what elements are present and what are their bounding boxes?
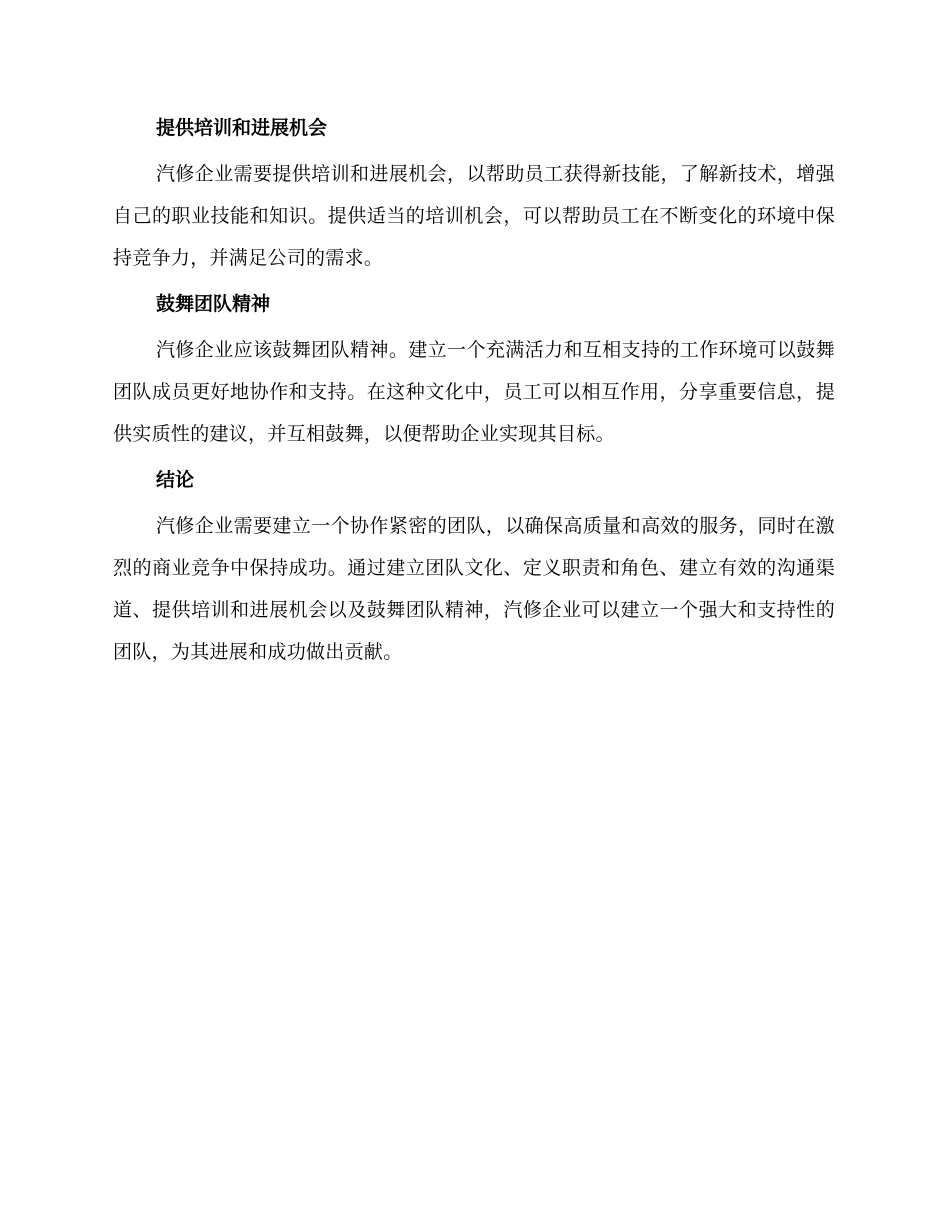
section-heading-conclusion: 结论	[156, 469, 195, 491]
section-body-team-spirit: 汽修企业应该鼓舞团队精神。建立一个充满活力和互相支持的工作环境可以鼓舞团队成员更好地协作和支持。在这种文化中，员工可以相互作用，分享重要信息，提供实质性的建议，并互相鼓舞，以便帮助企业实现其目标。	[113, 339, 835, 445]
section-heading-training: 提供培训和进展机会	[156, 117, 328, 139]
section-body-conclusion: 汽修企业需要建立一个协作紧密的团队，以确保高质量和高效的服务，同时在激烈的商业竞争中保持成功。通过建立团队文化、定义职责和角色、建立有效的沟通渠道、提供培训和进展机会以及鼓舞团队精神，汽修企业可以建立一个强大和支持性的团队，为其进展和成功做出贡献。	[113, 515, 835, 663]
section-body-training: 汽修企业需要提供培训和进展机会，以帮助员工获得新技能，了解新技术，增强自己的职业技能和知识。提供适当的培训机会，可以帮助员工在不断变化的环境中保持竞争力，并满足公司的需求。	[113, 163, 835, 269]
document-page	[113, 108, 835, 678]
section-heading-team-spirit: 鼓舞团队精神	[156, 293, 271, 315]
